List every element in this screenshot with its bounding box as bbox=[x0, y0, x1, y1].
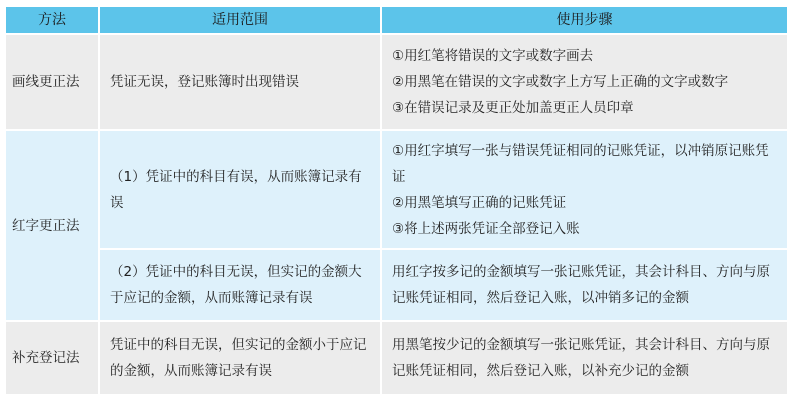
header-method: 方法 bbox=[5, 6, 99, 34]
method-supplementary: 补充登记法 bbox=[5, 321, 99, 395]
step-item: ③在错误记录及更正处加盖更正人员印章 bbox=[392, 100, 634, 116]
correction-methods-table bbox=[4, 5, 789, 396]
steps-line-correction bbox=[381, 34, 788, 130]
scope-line-correction: 凭证无误，登记账簿时出现错误 bbox=[99, 34, 381, 130]
steps-red-correction-2 bbox=[381, 249, 788, 321]
method-red-correction: 红字更正法 bbox=[5, 130, 99, 321]
header-steps: 使用步骤 bbox=[381, 6, 788, 34]
step-item: ②用黑笔在错误的文字或数字上方写上正确的文字或数字 bbox=[392, 74, 729, 90]
row-supplementary bbox=[5, 321, 788, 395]
steps-supplementary bbox=[381, 321, 788, 395]
scope-red-correction-1: （1）凭证中的科目有误，从而账簿记录有误 bbox=[99, 130, 381, 249]
header-row bbox=[5, 6, 788, 34]
step-item: ②用黑笔填写正确的记账凭证 bbox=[392, 194, 567, 211]
step-item: ①用红笔将错误的文字或数字画去 bbox=[392, 48, 594, 64]
step-item: ①用红字填写一张与错误凭证相同的记账凭证，以冲销原记账凭证 bbox=[392, 142, 769, 185]
steps-red-correction-1 bbox=[381, 130, 788, 249]
step-item: ③将上述两张凭证全部登记入账 bbox=[392, 220, 580, 237]
step-item: 用红字按多记的金额填写一张记账凭证，其会计科目、方向与原记账凭证相同，然后登记入账，以冲销多记的金额 bbox=[392, 264, 770, 306]
row-red-correction-2 bbox=[5, 249, 788, 321]
row-red-correction-1 bbox=[5, 130, 788, 249]
header-scope: 适用范围 bbox=[99, 6, 381, 34]
scope-supplementary: 凭证中的科目无误，但实记的金额小于应记的金额，从而账簿记录有误 bbox=[99, 321, 381, 395]
row-line-correction bbox=[5, 34, 788, 130]
scope-red-correction-2: （2）凭证中的科目无误，但实记的金额大于应记的金额，从而账簿记录有误 bbox=[99, 249, 381, 321]
method-line-correction: 画线更正法 bbox=[5, 34, 99, 130]
step-item: 用黑笔按少记的金额填写一张记账凭证，其会计科目、方向与原记账凭证相同，然后登记入账，以补充少记的金额 bbox=[392, 337, 770, 379]
